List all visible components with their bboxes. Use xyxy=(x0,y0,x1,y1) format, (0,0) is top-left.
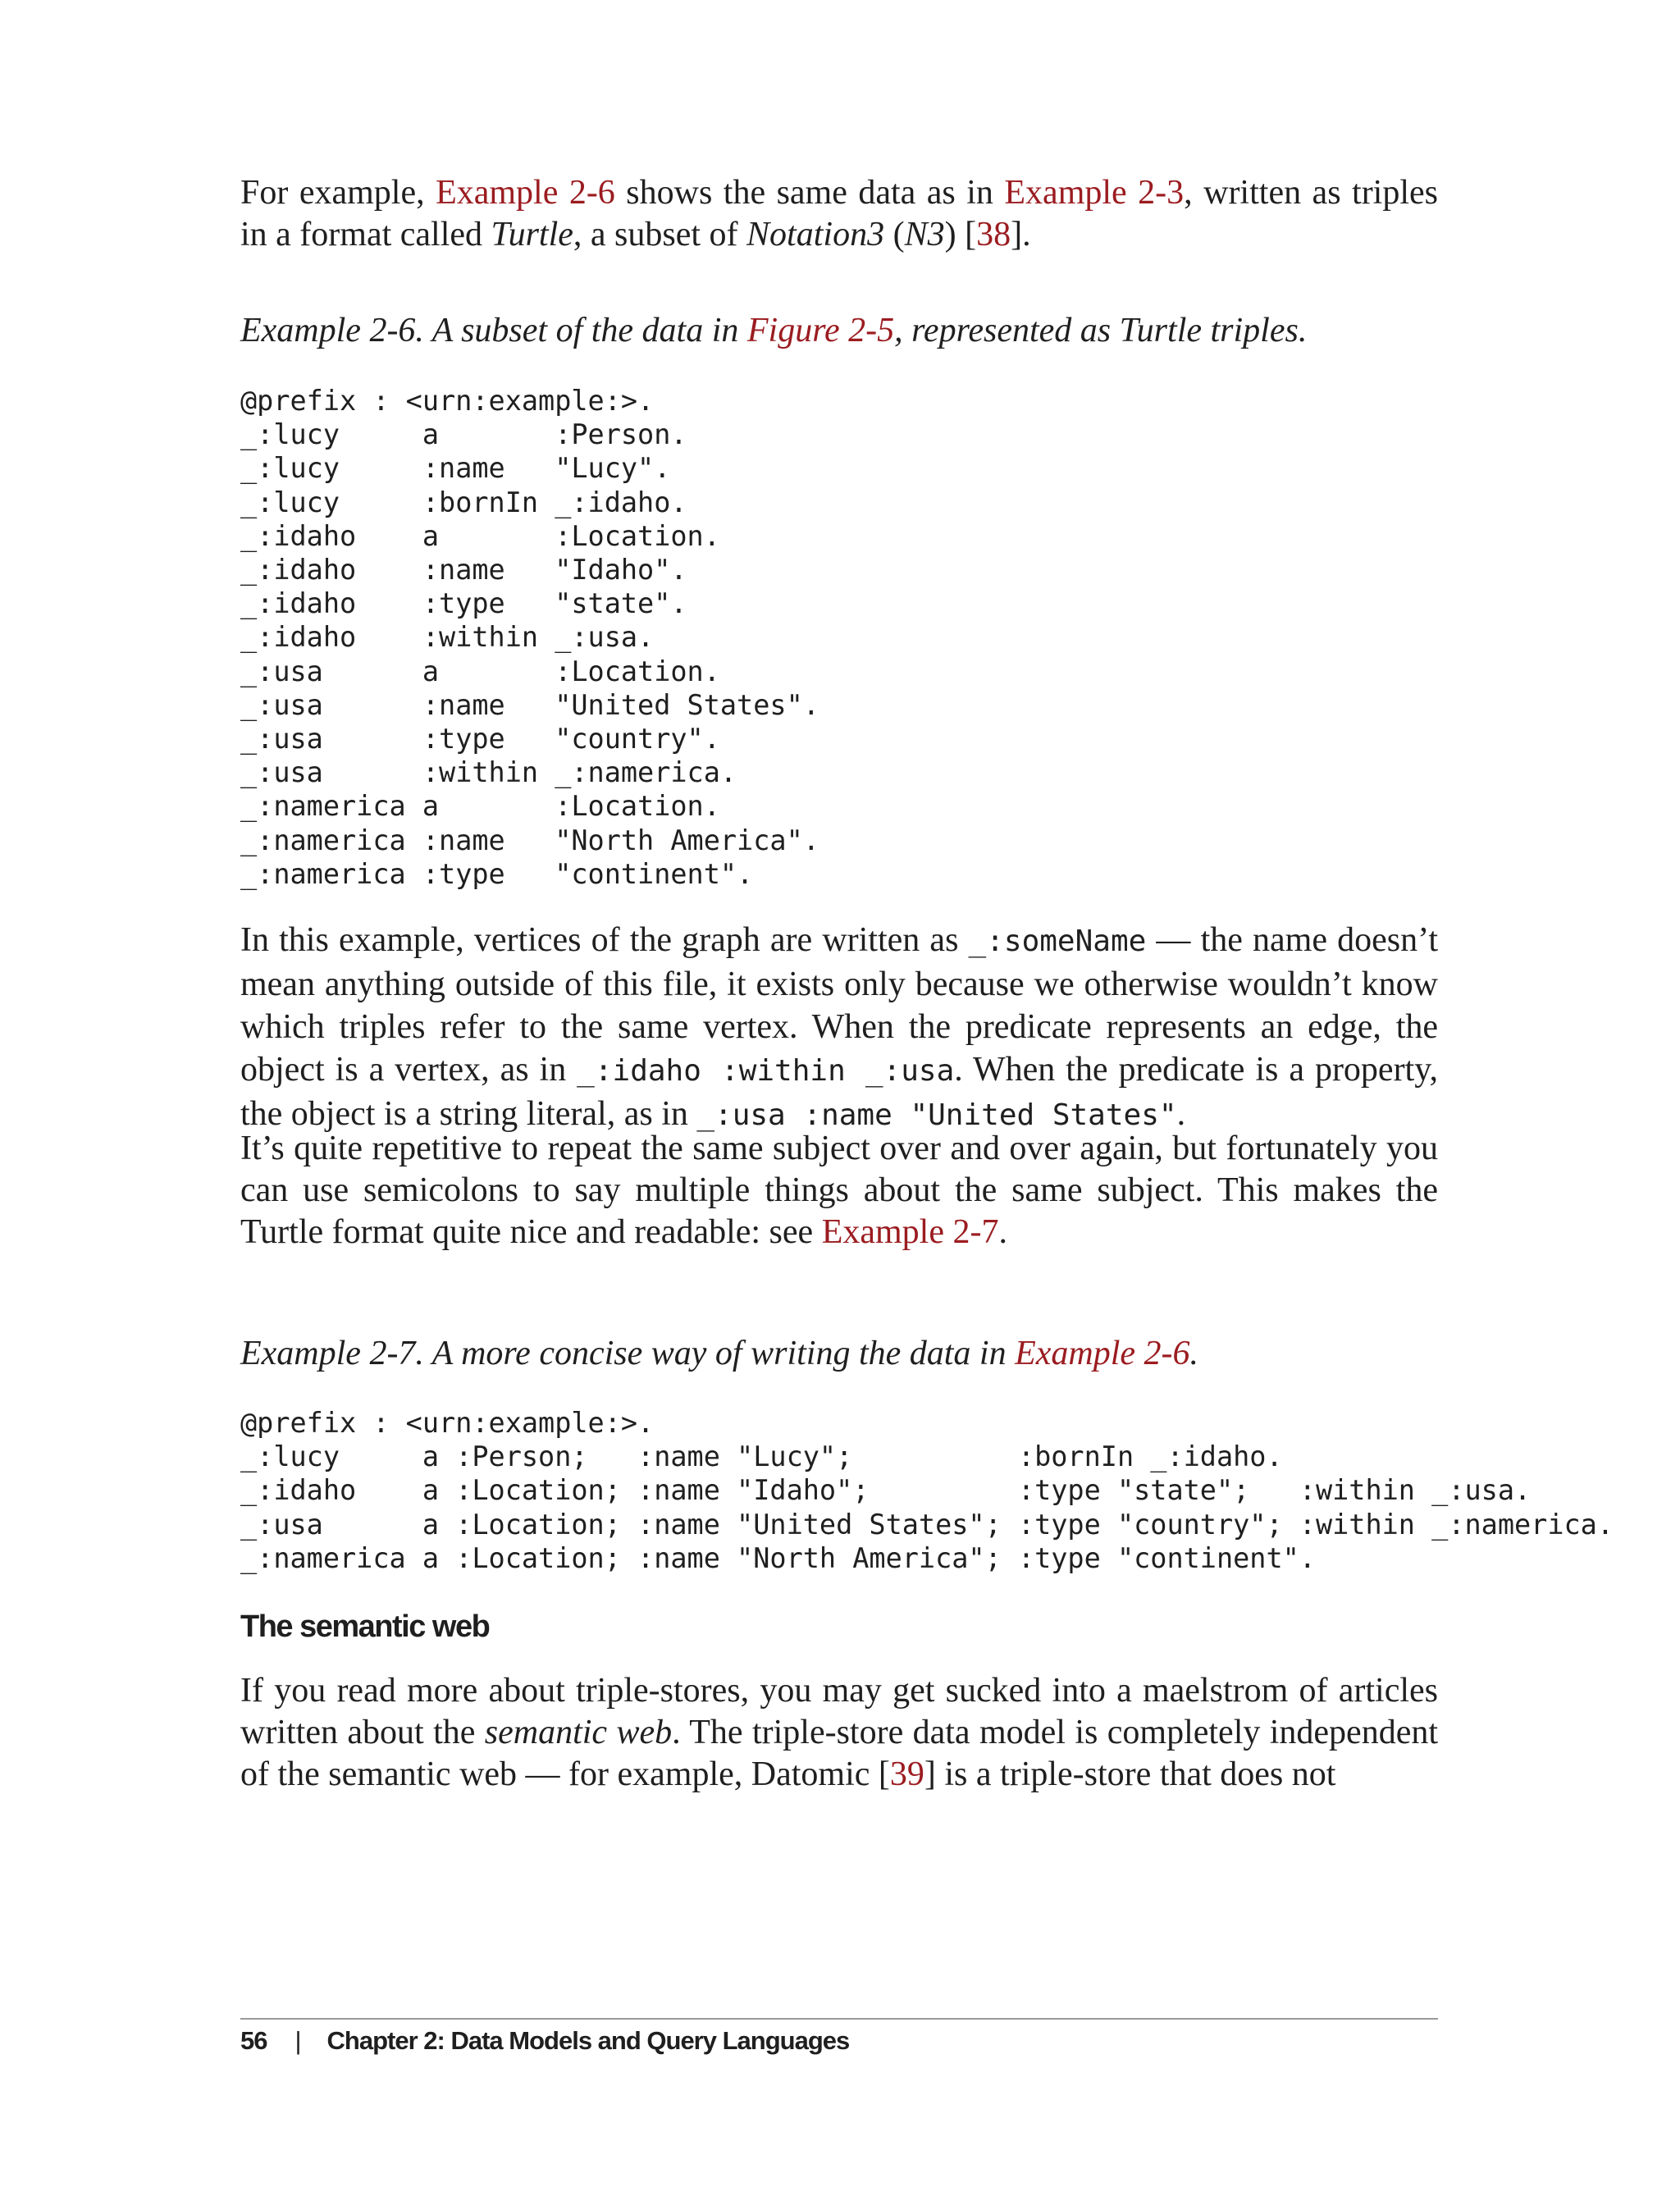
page-number: 56 xyxy=(240,2026,267,2055)
inline-code: _:someName xyxy=(968,924,1147,958)
text: — the name doesn’t mean anything outside of this file, it exists only because we otherwise wouldn’t know which triples refer to the same vertex. When the predicate represents an edge, the object is a vertex, as in xyxy=(240,921,1438,1089)
link-example-2-3[interactable]: Example 2-3 xyxy=(1004,174,1185,212)
code-line: _:namerica a :Location; :name "North America"; :type "continent". xyxy=(240,1541,1316,1574)
semicolons-paragraph xyxy=(240,1128,1438,1253)
code-block-example-2-6 xyxy=(240,384,819,891)
footer-divider xyxy=(240,2018,1438,2020)
code-line: _:lucy a :Person; :name "Lucy"; :bornIn _:idaho. xyxy=(240,1440,1283,1473)
code-line: _:idaho a :Location. xyxy=(240,519,720,552)
code-block-example-2-7 xyxy=(240,1406,1614,1575)
text: Example 2-6. A subset of the data in xyxy=(240,312,747,349)
page-footer xyxy=(240,2026,849,2056)
text: ( xyxy=(884,216,905,253)
term-turtle: Turtle xyxy=(491,216,573,253)
text: ] is a triple-store that does not xyxy=(924,1755,1336,1793)
code-line: _:idaho :within _:usa. xyxy=(240,621,655,654)
reference-38[interactable]: 38 xyxy=(976,216,1011,253)
code-line: _:usa :name "United States". xyxy=(240,688,819,721)
term-n3: N3 xyxy=(904,216,945,253)
link-figure-2-5[interactable]: Figure 2-5 xyxy=(746,312,895,349)
text: If you read more about triple-stores, you may get sucked into a maelstrom of articles written about the xyxy=(240,1672,1438,1751)
section-heading: The semantic web xyxy=(240,1609,490,1644)
code-line: @prefix : <urn:example:>. xyxy=(240,1407,655,1439)
text: . xyxy=(998,1213,1007,1251)
text: ) [ xyxy=(944,216,977,253)
code-line: _:idaho :name "Idaho". xyxy=(240,554,687,587)
vertices-paragraph xyxy=(240,919,1438,1137)
text: . When the predicate is a property, the object is a string literal, as in xyxy=(240,1051,1439,1133)
reference-39[interactable]: 39 xyxy=(889,1755,924,1793)
term-notation3: Notation3 xyxy=(746,216,885,253)
chapter-title: Chapter 2: Data Models and Query Languages xyxy=(326,2026,850,2055)
inline-code: _:idaho :within _:usa xyxy=(577,1054,955,1088)
text: Example 2-7. A more concise way of writing the data in xyxy=(240,1335,1016,1372)
semantic-web-paragraph xyxy=(240,1670,1438,1796)
code-line: _:usa :type "country". xyxy=(240,723,720,756)
text: It’s quite repetitive to repeat the same subject over and over again, but fortunately you can use semicolons to say multiple things about the same subject. This makes the Turtle format quite nice and readable: see xyxy=(240,1130,1438,1251)
example-2-6-caption xyxy=(240,310,1438,352)
code-line: _:namerica :type "continent". xyxy=(240,857,754,890)
code-line: _:lucy :bornIn _:idaho. xyxy=(240,486,687,518)
text: . The triple-store data model is completely independent of the semantic web — for example, Datomic [ xyxy=(240,1714,1439,1793)
link-example-2-6[interactable]: Example 2-6 xyxy=(436,174,615,212)
code-line: _:usa :within _:namerica. xyxy=(240,756,737,789)
term-semantic-web: semantic web xyxy=(484,1714,673,1751)
code-line: _:idaho a :Location; :name "Idaho"; :type "state"; :within _:usa. xyxy=(240,1474,1532,1507)
text: For example, xyxy=(240,174,436,212)
link-example-2-6[interactable]: Example 2-6 xyxy=(1015,1335,1190,1372)
code-line: _:namerica :name "North America". xyxy=(240,824,819,856)
text: , represented as Turtle triples. xyxy=(894,312,1308,349)
code-line: @prefix : <urn:example:>. xyxy=(240,385,655,417)
code-line: _:usa a :Location. xyxy=(240,655,720,687)
inline-code: _:usa :name "United States" xyxy=(696,1098,1177,1132)
intro-paragraph xyxy=(240,172,1438,256)
text: . xyxy=(1189,1335,1199,1372)
text: , a subset of xyxy=(573,216,747,253)
code-line: _:usa a :Location; :name "United States"; :type "country"; :within _:namerica. xyxy=(240,1508,1614,1541)
link-example-2-7[interactable]: Example 2-7 xyxy=(821,1213,999,1251)
code-line: _:idaho :type "state". xyxy=(240,587,687,620)
text: In this example, vertices of the graph are written as xyxy=(240,921,969,959)
code-line: _:namerica a :Location. xyxy=(240,790,720,823)
text: . xyxy=(1176,1095,1186,1133)
text: ]. xyxy=(1011,216,1031,253)
code-line: _:lucy :name "Lucy". xyxy=(240,452,671,485)
code-line: _:lucy a :Person. xyxy=(240,418,687,451)
footer-separator: | xyxy=(294,2026,301,2055)
text: , written as triples in a format called xyxy=(240,174,1439,253)
text: shows the same data as in xyxy=(614,174,1005,212)
example-2-7-caption xyxy=(240,1333,1438,1375)
